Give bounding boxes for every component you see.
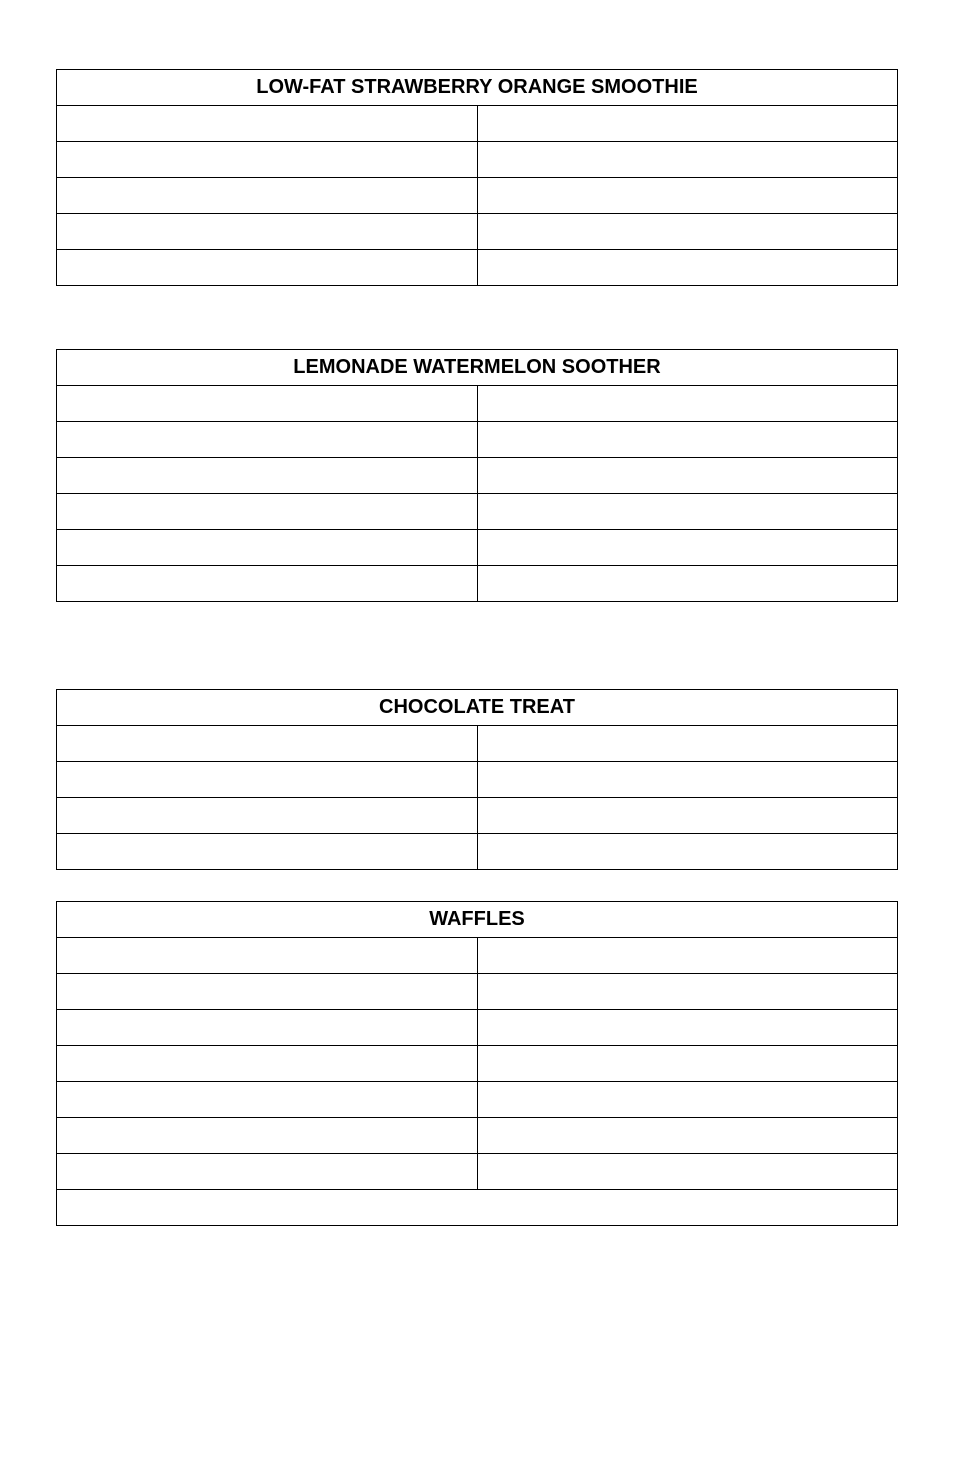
quantity-cell bbox=[57, 938, 478, 974]
ingredient-cell bbox=[477, 726, 898, 762]
quantity-cell bbox=[57, 726, 478, 762]
ingredient-cell bbox=[477, 458, 898, 494]
recipe-title: CHOCOLATE TREAT bbox=[57, 690, 898, 726]
ingredient-cell bbox=[477, 1082, 898, 1118]
table-row bbox=[57, 726, 898, 762]
ingredient-cell bbox=[477, 494, 898, 530]
table-row bbox=[57, 142, 898, 178]
table-row bbox=[57, 1082, 898, 1118]
quantity-cell bbox=[57, 386, 478, 422]
table-row bbox=[57, 250, 898, 286]
ingredient-cell bbox=[477, 834, 898, 870]
table-row bbox=[57, 798, 898, 834]
ingredient-cell bbox=[477, 142, 898, 178]
notes-row bbox=[57, 1190, 898, 1226]
quantity-cell bbox=[57, 458, 478, 494]
quantity-cell bbox=[57, 1046, 478, 1082]
table-row bbox=[57, 974, 898, 1010]
table-row bbox=[57, 422, 898, 458]
recipe-table-waffles bbox=[56, 901, 898, 1226]
table-row bbox=[57, 938, 898, 974]
recipe-title: LEMONADE WATERMELON SOOTHER bbox=[57, 350, 898, 386]
recipe-table-chocolate-treat bbox=[56, 689, 898, 870]
quantity-cell bbox=[57, 1118, 478, 1154]
quantity-cell bbox=[57, 798, 478, 834]
table-row bbox=[57, 762, 898, 798]
recipe-title: LOW-FAT STRAWBERRY ORANGE SMOOTHIE bbox=[57, 70, 898, 106]
table-row bbox=[57, 1154, 898, 1190]
quantity-cell bbox=[57, 422, 478, 458]
recipe-table-lemonade-watermelon-soother bbox=[56, 349, 898, 602]
table-row bbox=[57, 106, 898, 142]
table-row bbox=[57, 1046, 898, 1082]
ingredient-cell bbox=[477, 1154, 898, 1190]
quantity-cell bbox=[57, 566, 478, 602]
quantity-cell bbox=[57, 1082, 478, 1118]
quantity-cell bbox=[57, 250, 478, 286]
table-row bbox=[57, 458, 898, 494]
table-row bbox=[57, 178, 898, 214]
ingredient-cell bbox=[477, 214, 898, 250]
table-row bbox=[57, 566, 898, 602]
recipe-table-strawberry-orange-smoothie bbox=[56, 69, 898, 286]
recipe-title: WAFFLES bbox=[57, 902, 898, 938]
quantity-cell bbox=[57, 1010, 478, 1046]
ingredient-cell bbox=[477, 530, 898, 566]
ingredient-cell bbox=[477, 1118, 898, 1154]
quantity-cell bbox=[57, 530, 478, 566]
table-row bbox=[57, 834, 898, 870]
ingredient-cell bbox=[477, 974, 898, 1010]
table-row bbox=[57, 494, 898, 530]
quantity-cell bbox=[57, 494, 478, 530]
ingredient-cell bbox=[477, 422, 898, 458]
ingredient-cell bbox=[477, 798, 898, 834]
ingredient-cell bbox=[477, 386, 898, 422]
ingredient-cell bbox=[477, 250, 898, 286]
table-row bbox=[57, 1118, 898, 1154]
quantity-cell bbox=[57, 178, 478, 214]
table-row bbox=[57, 530, 898, 566]
ingredient-cell bbox=[477, 762, 898, 798]
table-row bbox=[57, 214, 898, 250]
quantity-cell bbox=[57, 762, 478, 798]
quantity-cell bbox=[57, 974, 478, 1010]
quantity-cell bbox=[57, 214, 478, 250]
ingredient-cell bbox=[477, 1046, 898, 1082]
quantity-cell bbox=[57, 142, 478, 178]
quantity-cell bbox=[57, 1154, 478, 1190]
ingredient-cell bbox=[477, 566, 898, 602]
ingredient-cell bbox=[477, 938, 898, 974]
table-row bbox=[57, 1010, 898, 1046]
quantity-cell bbox=[57, 834, 478, 870]
ingredient-cell bbox=[477, 106, 898, 142]
ingredient-cell bbox=[477, 178, 898, 214]
quantity-cell bbox=[57, 106, 478, 142]
ingredient-cell bbox=[477, 1010, 898, 1046]
notes-cell bbox=[57, 1190, 898, 1226]
table-row bbox=[57, 386, 898, 422]
